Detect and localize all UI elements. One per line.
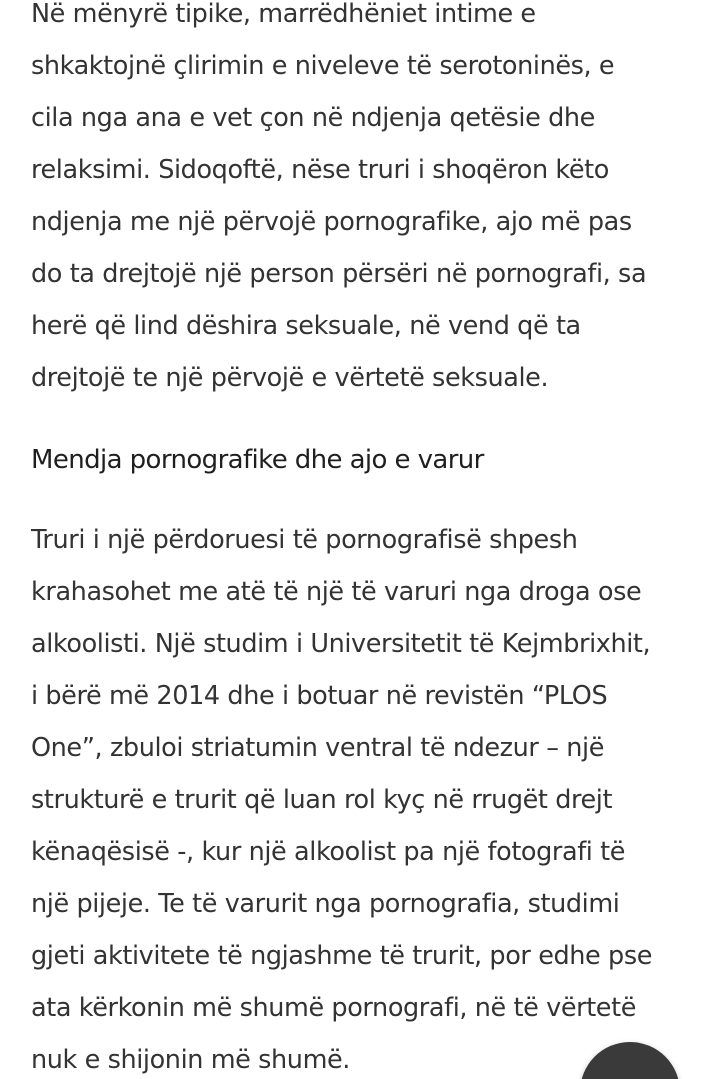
article-paragraph	[31, 514, 703, 1079]
paragraph-line: gjeti aktivitete të ngjashme të trurit, por edhe pse	[31, 941, 652, 971]
paragraph-line: alkoolisti. Një studim i Universitetit të Kejmbrixhit,	[31, 629, 651, 659]
article-body	[31, 0, 703, 1079]
paragraph-line: ndjenja me një përvojë pornografike, ajo më pas	[31, 207, 632, 237]
paragraph-line: strukturë e trurit që luan rol kyç në rrugët drejt	[31, 785, 613, 815]
paragraph-line: herë që lind dëshira seksuale, në vend që ta	[31, 311, 581, 341]
paragraph-line: ata kërkonin më shumë pornografi, në të vërtetë	[31, 993, 636, 1023]
paragraph-line: një pijeje. Te të varurit nga pornografia, studimi	[31, 889, 620, 919]
paragraph-line: i bërë më 2014 dhe i botuar në revistën “PLOS	[31, 681, 608, 711]
paragraph-line: do ta drejtojë një person përsëri në pornografi, sa	[31, 259, 647, 289]
paragraph-line: nuk e shijonin më shumë.	[31, 1045, 350, 1075]
paragraph-line: krahasohet me atë të një të varuri nga droga ose	[31, 577, 642, 607]
paragraph-line: One”, zbuloi striatumin ventral të ndezur – një	[31, 733, 604, 763]
paragraph-line: kënaqësisë -, kur një alkoolist pa një fotografi të	[31, 837, 626, 867]
paragraph-line: Në mënyrë tipike, marrëdhëniet intime e	[31, 0, 536, 29]
section-heading: Mendja pornografike dhe ajo e varur	[31, 445, 484, 475]
paragraph-line: drejtojë te një përvojë e vërtetë seksuale.	[31, 363, 549, 393]
article-paragraph	[31, 0, 703, 404]
paragraph-line: shkaktojnë çlirimin e niveleve të serotoninës, e	[31, 51, 615, 81]
paragraph-line: relaksimi. Sidoqoftë, nëse truri i shoqëron këto	[31, 155, 609, 185]
paragraph-line: cila nga ana e vet çon në ndjenja qetësie dhe	[31, 103, 595, 133]
paragraph-line: Truri i një përdoruesi të pornografisë shpesh	[31, 525, 578, 555]
